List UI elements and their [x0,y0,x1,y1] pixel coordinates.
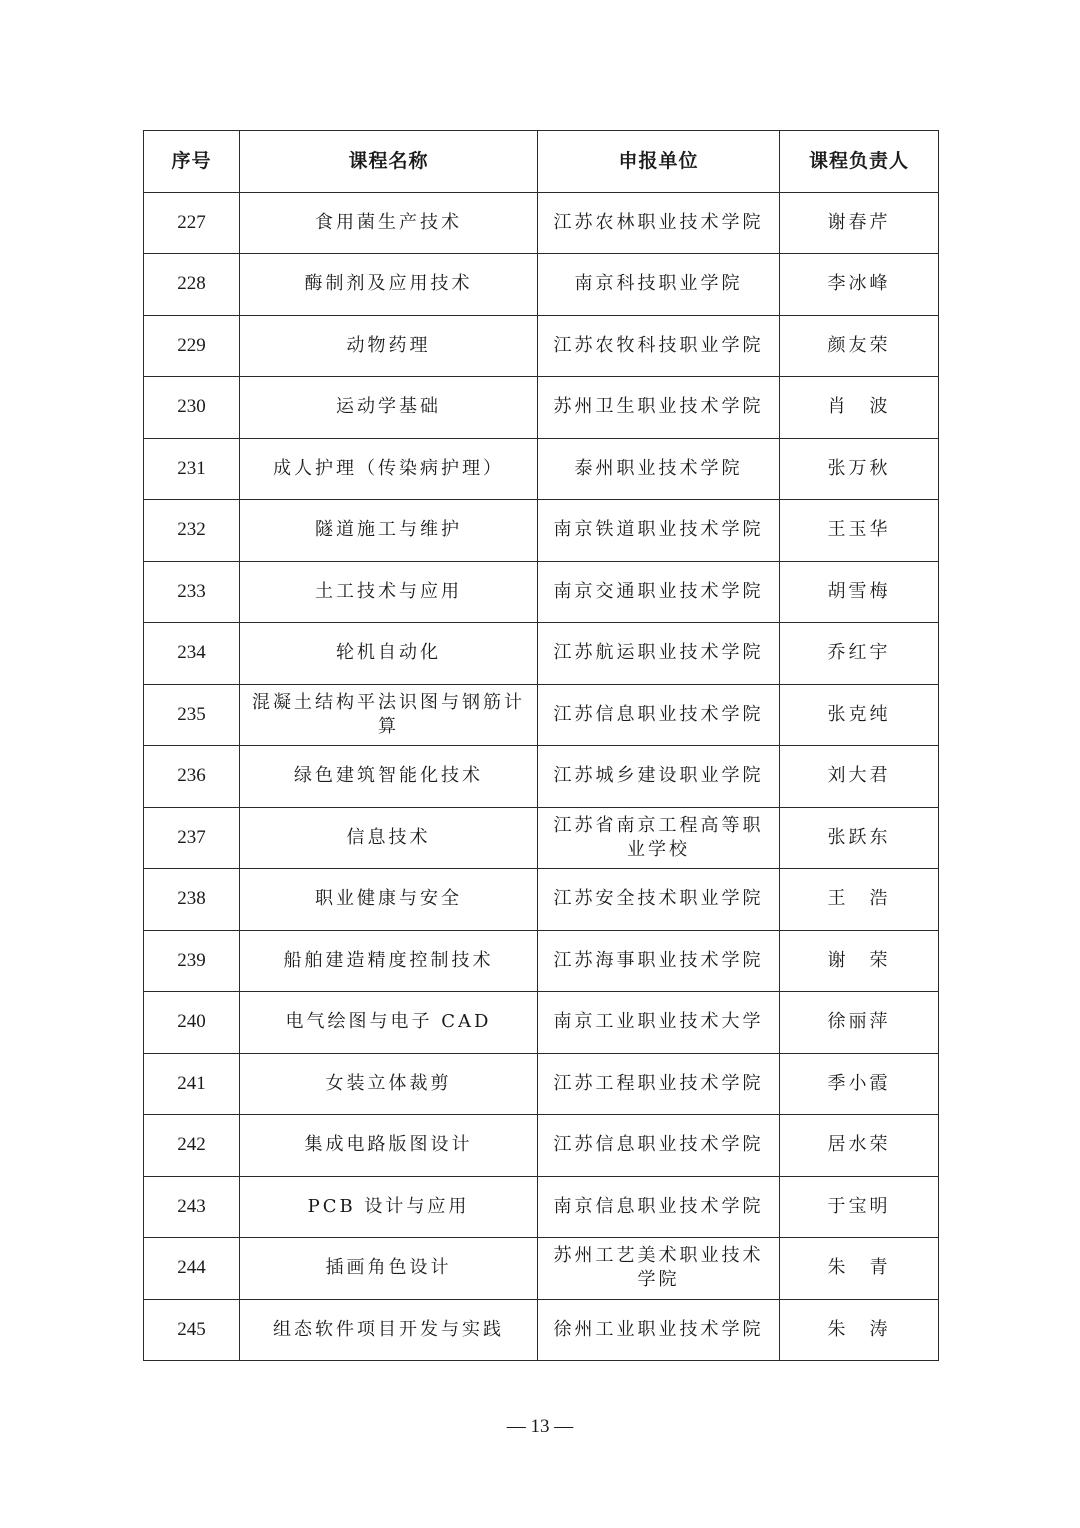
course-name: 酶制剂及应用技术 [240,254,538,316]
row-number: 239 [144,930,240,992]
table-row [144,623,939,685]
course-lead: 李冰峰 [780,254,939,316]
course-lead: 肖 波 [780,377,939,439]
course-name: 轮机自动化 [240,623,538,685]
table-row [144,1115,939,1177]
table-body [144,192,939,1361]
row-number: 227 [144,192,240,254]
table-row [144,192,939,254]
course-name: 动物药理 [240,315,538,377]
course-lead: 季小霞 [780,1053,939,1115]
applying-unit: 江苏安全技术职业学院 [538,869,780,931]
applying-unit: 江苏信息职业技术学院 [538,1115,780,1177]
row-number: 245 [144,1299,240,1361]
applying-unit: 江苏信息职业技术学院 [538,684,780,746]
course-name: 土工技术与应用 [240,561,538,623]
course-lead: 于宝明 [780,1176,939,1238]
course-name: 组态软件项目开发与实践 [240,1299,538,1361]
table-row [144,438,939,500]
applying-unit: 江苏省南京工程高等职业学校 [538,807,780,869]
row-number: 231 [144,438,240,500]
applying-unit: 泰州职业技术学院 [538,438,780,500]
applying-unit: 徐州工业职业技术学院 [538,1299,780,1361]
applying-unit: 南京信息职业技术学院 [538,1176,780,1238]
applying-unit: 苏州工艺美术职业技术学院 [538,1238,780,1300]
course-lead: 胡雪梅 [780,561,939,623]
course-name: PCB 设计与应用 [240,1176,538,1238]
row-number: 242 [144,1115,240,1177]
table-row [144,1053,939,1115]
applying-unit: 江苏海事职业技术学院 [538,930,780,992]
table-row [144,807,939,869]
course-lead: 张万秋 [780,438,939,500]
row-number: 228 [144,254,240,316]
course-name: 职业健康与安全 [240,869,538,931]
table-row [144,500,939,562]
row-number: 229 [144,315,240,377]
row-number: 232 [144,500,240,562]
course-lead: 颜友荣 [780,315,939,377]
table-row [144,930,939,992]
table-row [144,1238,939,1300]
table-row [144,377,939,439]
course-name: 集成电路版图设计 [240,1115,538,1177]
table-row [144,746,939,808]
applying-unit: 江苏农牧科技职业学院 [538,315,780,377]
row-number: 240 [144,992,240,1054]
course-lead: 王玉华 [780,500,939,562]
course-lead: 刘大君 [780,746,939,808]
course-name: 电气绘图与电子 CAD [240,992,538,1054]
header-seq: 序号 [144,131,240,193]
applying-unit: 苏州卫生职业技术学院 [538,377,780,439]
course-name: 成人护理（传染病护理） [240,438,538,500]
header-course-name: 课程名称 [240,131,538,193]
applying-unit: 江苏农林职业技术学院 [538,192,780,254]
course-table [143,130,939,1361]
header-applying-unit: 申报单位 [538,131,780,193]
row-number: 233 [144,561,240,623]
row-number: 237 [144,807,240,869]
course-name: 女装立体裁剪 [240,1053,538,1115]
course-name: 运动学基础 [240,377,538,439]
applying-unit: 江苏工程职业技术学院 [538,1053,780,1115]
course-name: 插画角色设计 [240,1238,538,1300]
table-row [144,869,939,931]
applying-unit: 南京铁道职业技术学院 [538,500,780,562]
row-number: 234 [144,623,240,685]
course-name: 绿色建筑智能化技术 [240,746,538,808]
course-lead: 王 浩 [780,869,939,931]
row-number: 235 [144,684,240,746]
table-row [144,254,939,316]
table-row [144,1176,939,1238]
course-name: 信息技术 [240,807,538,869]
applying-unit: 江苏航运职业技术学院 [538,623,780,685]
course-lead: 徐丽萍 [780,992,939,1054]
applying-unit: 南京工业职业技术大学 [538,992,780,1054]
row-number: 230 [144,377,240,439]
page-number: — 13 — [506,1416,574,1437]
applying-unit: 南京科技职业学院 [538,254,780,316]
applying-unit: 南京交通职业技术学院 [538,561,780,623]
course-lead: 朱 青 [780,1238,939,1300]
row-number: 241 [144,1053,240,1115]
table-header-row [144,131,939,193]
row-number: 236 [144,746,240,808]
applying-unit: 江苏城乡建设职业学院 [538,746,780,808]
table-row [144,684,939,746]
course-lead: 乔红宇 [780,623,939,685]
table-row [144,992,939,1054]
course-lead: 张跃东 [780,807,939,869]
course-name: 隧道施工与维护 [240,500,538,562]
table-row [144,1299,939,1361]
course-name: 混凝土结构平法识图与钢筋计算 [240,684,538,746]
course-lead: 谢春芹 [780,192,939,254]
course-lead: 朱 涛 [780,1299,939,1361]
row-number: 244 [144,1238,240,1300]
course-name: 船舶建造精度控制技术 [240,930,538,992]
row-number: 238 [144,869,240,931]
course-lead: 居水荣 [780,1115,939,1177]
table-row [144,561,939,623]
row-number: 243 [144,1176,240,1238]
course-name: 食用菌生产技术 [240,192,538,254]
course-lead: 谢 荣 [780,930,939,992]
header-course-lead: 课程负责人 [780,131,939,193]
table-row [144,315,939,377]
course-lead: 张克纯 [780,684,939,746]
